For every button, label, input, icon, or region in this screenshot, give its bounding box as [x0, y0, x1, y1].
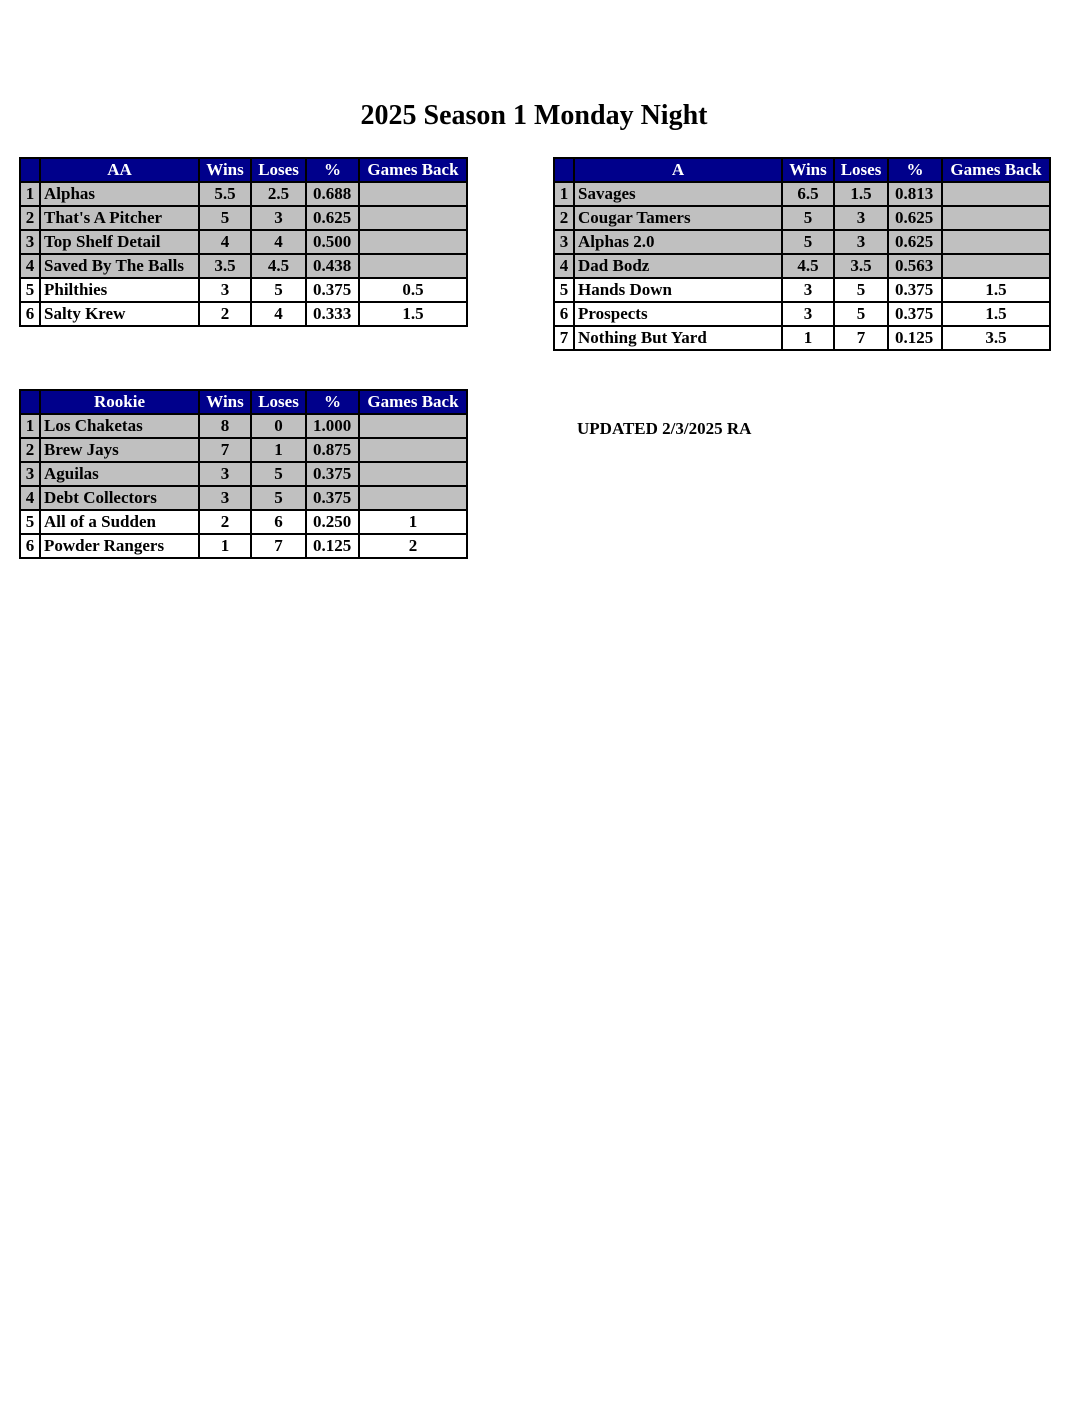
- rank-cell: 3: [554, 230, 574, 254]
- team-name-cell: Brew Jays: [40, 438, 199, 462]
- rank-cell: 6: [20, 534, 40, 558]
- games-back-cell: [942, 230, 1050, 254]
- team-name-cell: Alphas: [40, 182, 199, 206]
- games-back-cell: 0.5: [359, 278, 467, 302]
- games-back-header: Games Back: [359, 390, 467, 414]
- loses-cell: 3: [251, 206, 306, 230]
- pct-cell: 0.625: [306, 206, 359, 230]
- team-name-cell: Nothing But Yard: [574, 326, 782, 350]
- loses-cell: 7: [251, 534, 306, 558]
- wins-cell: 3: [782, 302, 834, 326]
- team-name-cell: Saved By The Balls: [40, 254, 199, 278]
- team-name-cell: Cougar Tamers: [574, 206, 782, 230]
- loses-header: Loses: [834, 158, 888, 182]
- wins-cell: 5: [199, 206, 251, 230]
- wins-cell: 4: [199, 230, 251, 254]
- wins-cell: 1: [199, 534, 251, 558]
- rank-cell: 5: [20, 510, 40, 534]
- loses-cell: 5: [251, 462, 306, 486]
- games-back-cell: [359, 486, 467, 510]
- loses-cell: 5: [251, 486, 306, 510]
- pct-cell: 0.688: [306, 182, 359, 206]
- pct-cell: 0.375: [306, 486, 359, 510]
- standings-table-rookie: [19, 389, 468, 559]
- team-name-cell: Top Shelf Detail: [40, 230, 199, 254]
- loses-cell: 7: [834, 326, 888, 350]
- rank-cell: 2: [554, 206, 574, 230]
- rank-cell: 4: [20, 486, 40, 510]
- loses-cell: 0: [251, 414, 306, 438]
- loses-cell: 6: [251, 510, 306, 534]
- rank-header: [554, 158, 574, 182]
- standings-table-aa: [19, 157, 468, 327]
- table-row: [20, 278, 467, 302]
- pct-cell: 0.375: [888, 278, 942, 302]
- pct-header: %: [888, 158, 942, 182]
- table-row: [20, 302, 467, 326]
- wins-cell: 7: [199, 438, 251, 462]
- games-back-cell: 1.5: [942, 302, 1050, 326]
- table-row: [20, 414, 467, 438]
- loses-header: Loses: [251, 390, 306, 414]
- wins-cell: 4.5: [782, 254, 834, 278]
- table-row: [554, 254, 1050, 278]
- wins-header: Wins: [782, 158, 834, 182]
- team-name-cell: Salty Krew: [40, 302, 199, 326]
- table-body: [20, 182, 467, 326]
- table-row: [20, 254, 467, 278]
- table-body: [554, 182, 1050, 350]
- team-name-cell: Los Chaketas: [40, 414, 199, 438]
- rank-cell: 6: [20, 302, 40, 326]
- loses-cell: 3: [834, 230, 888, 254]
- wins-cell: 2: [199, 302, 251, 326]
- team-name-cell: That's A Pitcher: [40, 206, 199, 230]
- games-back-cell: 1: [359, 510, 467, 534]
- pct-cell: 0.125: [306, 534, 359, 558]
- pct-cell: 0.375: [888, 302, 942, 326]
- games-back-cell: 3.5: [942, 326, 1050, 350]
- wins-cell: 3: [782, 278, 834, 302]
- loses-cell: 2.5: [251, 182, 306, 206]
- team-name-cell: Prospects: [574, 302, 782, 326]
- table-body: [20, 414, 467, 558]
- table-row: [20, 462, 467, 486]
- rank-cell: 4: [554, 254, 574, 278]
- table-row: [554, 302, 1050, 326]
- games-back-cell: 1.5: [359, 302, 467, 326]
- games-back-cell: [942, 182, 1050, 206]
- table-row: [554, 278, 1050, 302]
- games-back-cell: [359, 182, 467, 206]
- rank-cell: 1: [20, 182, 40, 206]
- rank-cell: 4: [20, 254, 40, 278]
- wins-cell: 2: [199, 510, 251, 534]
- pct-cell: 0.500: [306, 230, 359, 254]
- loses-cell: 3.5: [834, 254, 888, 278]
- rank-cell: 3: [20, 230, 40, 254]
- loses-header: Loses: [251, 158, 306, 182]
- rank-cell: 7: [554, 326, 574, 350]
- pct-cell: 0.333: [306, 302, 359, 326]
- table-row: [20, 206, 467, 230]
- pct-header: %: [306, 390, 359, 414]
- team-name-cell: Debt Collectors: [40, 486, 199, 510]
- rank-cell: 6: [554, 302, 574, 326]
- games-back-cell: [359, 462, 467, 486]
- wins-cell: 3: [199, 486, 251, 510]
- wins-cell: 5.5: [199, 182, 251, 206]
- division-name-header: Rookie: [40, 390, 199, 414]
- loses-cell: 3: [834, 206, 888, 230]
- rank-header: [20, 390, 40, 414]
- table-row: [20, 510, 467, 534]
- wins-cell: 6.5: [782, 182, 834, 206]
- division-name-header: AA: [40, 158, 199, 182]
- wins-cell: 3.5: [199, 254, 251, 278]
- games-back-cell: [359, 254, 467, 278]
- updated-note: UPDATED 2/3/2025 RA: [577, 419, 752, 438]
- pct-cell: 0.625: [888, 230, 942, 254]
- team-name-cell: All of a Sudden: [40, 510, 199, 534]
- table-row: [554, 206, 1050, 230]
- games-back-cell: 2: [359, 534, 467, 558]
- games-back-cell: [359, 230, 467, 254]
- team-name-cell: Savages: [574, 182, 782, 206]
- games-back-cell: [359, 206, 467, 230]
- pct-cell: 0.563: [888, 254, 942, 278]
- pct-cell: 0.375: [306, 278, 359, 302]
- rank-cell: 2: [20, 438, 40, 462]
- team-name-cell: Dad Bodz: [574, 254, 782, 278]
- games-back-cell: [359, 438, 467, 462]
- wins-header: Wins: [199, 158, 251, 182]
- loses-cell: 5: [834, 302, 888, 326]
- team-name-cell: Alphas 2.0: [574, 230, 782, 254]
- table-row: [554, 326, 1050, 350]
- wins-cell: 8: [199, 414, 251, 438]
- team-name-cell: Philthies: [40, 278, 199, 302]
- rank-cell: 5: [554, 278, 574, 302]
- table-row: [20, 486, 467, 510]
- page-title: 2025 Season 1 Monday Night: [360, 100, 708, 131]
- games-back-cell: 1.5: [942, 278, 1050, 302]
- rank-header: [20, 158, 40, 182]
- table-row: [20, 534, 467, 558]
- rank-cell: 3: [20, 462, 40, 486]
- team-name-cell: Aguilas: [40, 462, 199, 486]
- loses-cell: 1.5: [834, 182, 888, 206]
- pct-cell: 0.875: [306, 438, 359, 462]
- wins-cell: 5: [782, 230, 834, 254]
- wins-cell: 3: [199, 278, 251, 302]
- pct-cell: 0.625: [888, 206, 942, 230]
- loses-cell: 1: [251, 438, 306, 462]
- pct-header: %: [306, 158, 359, 182]
- table-row: [20, 438, 467, 462]
- table-row: [554, 182, 1050, 206]
- games-back-header: Games Back: [942, 158, 1050, 182]
- rank-cell: 1: [554, 182, 574, 206]
- games-back-cell: [942, 254, 1050, 278]
- pct-cell: 1.000: [306, 414, 359, 438]
- pct-cell: 0.813: [888, 182, 942, 206]
- standings-table-a: [553, 157, 1051, 351]
- loses-cell: 4.5: [251, 254, 306, 278]
- games-back-cell: [359, 414, 467, 438]
- wins-cell: 3: [199, 462, 251, 486]
- table-header-row: [554, 158, 1050, 182]
- loses-cell: 4: [251, 302, 306, 326]
- table-row: [20, 182, 467, 206]
- division-name-header: A: [574, 158, 782, 182]
- team-name-cell: Hands Down: [574, 278, 782, 302]
- rank-cell: 2: [20, 206, 40, 230]
- team-name-cell: Powder Rangers: [40, 534, 199, 558]
- rank-cell: 5: [20, 278, 40, 302]
- wins-cell: 1: [782, 326, 834, 350]
- rank-cell: 1: [20, 414, 40, 438]
- pct-cell: 0.250: [306, 510, 359, 534]
- loses-cell: 4: [251, 230, 306, 254]
- games-back-cell: [942, 206, 1050, 230]
- pct-cell: 0.125: [888, 326, 942, 350]
- table-header-row: [20, 158, 467, 182]
- games-back-header: Games Back: [359, 158, 467, 182]
- loses-cell: 5: [834, 278, 888, 302]
- loses-cell: 5: [251, 278, 306, 302]
- table-header-row: [20, 390, 467, 414]
- pct-cell: 0.438: [306, 254, 359, 278]
- table-row: [20, 230, 467, 254]
- wins-header: Wins: [199, 390, 251, 414]
- table-row: [554, 230, 1050, 254]
- pct-cell: 0.375: [306, 462, 359, 486]
- wins-cell: 5: [782, 206, 834, 230]
